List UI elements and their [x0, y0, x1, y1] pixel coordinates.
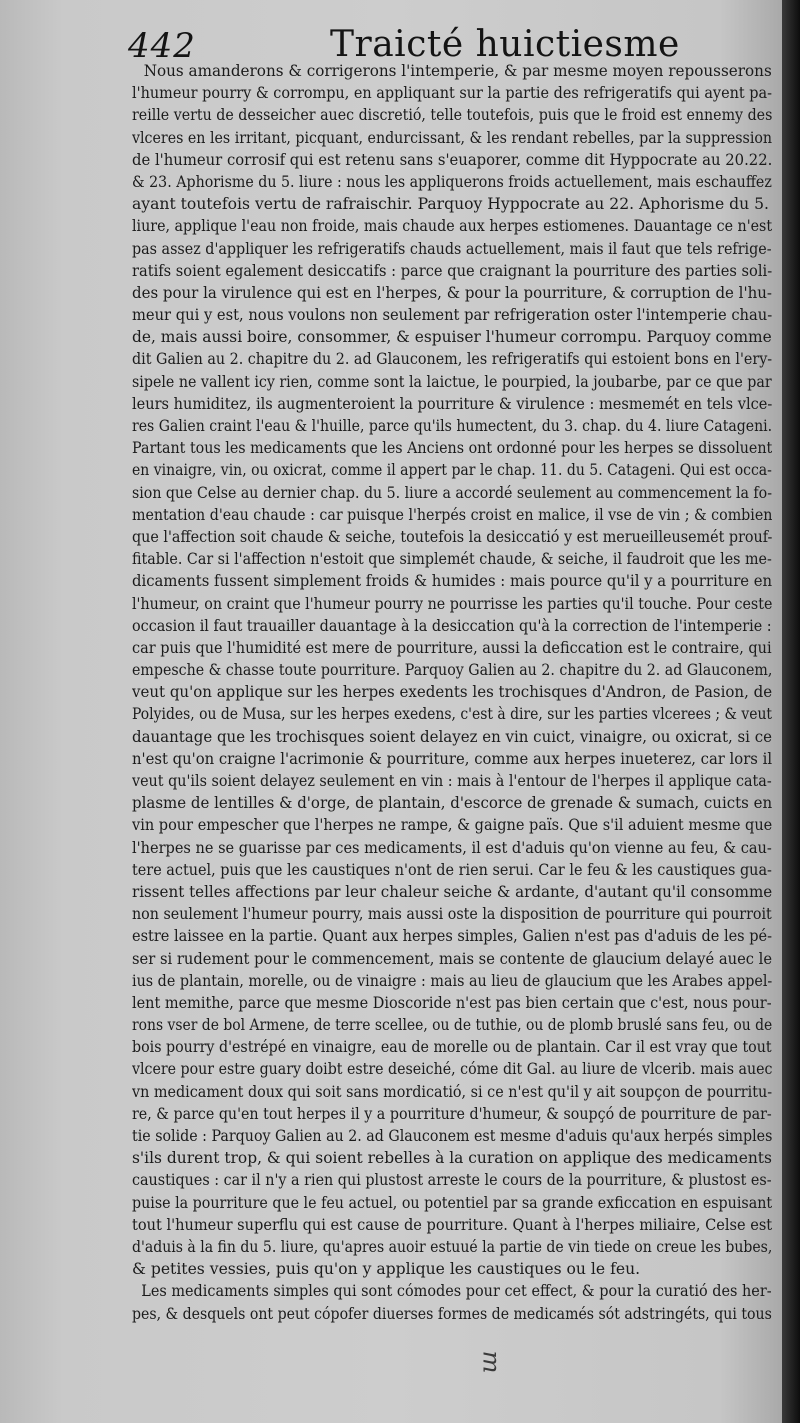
text-line: d'aduis à la fin du 5. liure, qu'apres auoir estuué la partie de vin tiede on creue les bubes, [132, 1237, 772, 1256]
text-line: vin pour empescher que l'herpes ne rampe, & gaigne païs. Que s'il aduient mesme que [132, 816, 772, 835]
text-line: leurs humiditez, ils augmenteroient la pourriture & virulence : mesmemét en tels vlce- [132, 394, 773, 413]
text-line: estre laissee en la partie. Quant aux herpes simples, Galien n'est pas d'aduis de les pé- [132, 927, 772, 946]
text-line: veut qu'ils soient delayez seulement en vin : mais à l'entour de l'herpes il applique cata- [132, 772, 772, 790]
text-line: des pour la virulence qui est en l'herpes, & pour la pourriture, & corruption de l'hu- [132, 283, 772, 302]
text-line: caustiques : car il n'y a rien qui plustost arreste le cours de la pourriture, & plustost es- [132, 1171, 772, 1190]
text-line: pes, & desquels ont peut cópofer diuerses formes de medicamés sót adstringéts, qui tous [132, 1304, 772, 1323]
text-line: Nous amanderons & corrigerons l'intemperie, & par mesme moyen repousserons [143, 62, 772, 80]
text-line: re, & parce qu'en tout herpes il y a pourriture d'humeur, & soupçó de pourriture de par- [132, 1104, 772, 1123]
text-line: & 23. Aphorisme du 5. liure : nous les appliquerons froids actuellement, mais eschauffez [132, 172, 772, 191]
text-line: tie solide : Parquoy Galien au 2. ad Glauconem est mesme d'aduis qu'aux herpés simples [132, 1127, 773, 1145]
text-line: ratifs soient egalement desiccatifs : parce que craignant la pourriture des parties soli- [132, 261, 772, 280]
text-line: vn medicament doux qui soit sans mordicatió, si ce n'est qu'il y ait soupçon de pourritu- [132, 1082, 772, 1101]
text-line: bois pourry d'estrépé en vinaigre, eau de morelle ou de plantain. Car il est vray que tout [132, 1038, 772, 1057]
text-line: ser si rudement pour le commencement, mais se contente de glaucium delayé auec le [132, 949, 773, 968]
text-line: tere actuel, puis que les caustiques n'ont de rien serui. Car le feu & les caustiques gua- [132, 860, 772, 879]
text-line: vlceres en les irritant, picquant, endurcissant, & les rendant rebelles, par la suppression [132, 128, 773, 147]
text-line: & petites vessies, puis qu'on y applique les caustiques ou le feu. [132, 1260, 641, 1279]
text-line: l'humeur, on craint que l'humeur pourry ne pourrisse les parties qu'il touche. Pour ceste [132, 594, 773, 613]
text-line: dauantage que les trochisques soient delayez en vin cuict, vinaigre, ou oxicrat, si ce [132, 727, 773, 746]
text-line: n'est qu'on craigne l'acrimonie & pourriture, comme aux herpes inueterez, car lors il [132, 749, 773, 768]
text-line: meur qui y est, nous voulons non seulement par refrigeration oster l'intemperie chau- [132, 306, 773, 325]
text-line: fitable. Car si l'affection n'estoit que simplemét chaude, & seiche, il faudroit que les me- [132, 550, 772, 569]
text-line: non seulement l'humeur pourry, mais aussi oste la disposition de pourriture qui pourroit [132, 905, 772, 924]
text-line: rissent telles affections par leur chaleur seiche & ardante, d'autant qu'il consomme [132, 882, 772, 901]
page-gutter-edge [782, 0, 800, 1423]
text-line: sipele ne vallent icy rien, comme sont la laictue, le pourpied, la joubarbe, par ce que par [132, 372, 772, 391]
text-line: de, mais aussi boire, consommer, & espuiser l'humeur corrompu. Parquoy comme [132, 328, 772, 347]
text-line: occasion il faut trauailler dauantage à la desiccation qu'à la correction de l'intemperie : [132, 616, 772, 635]
text-line: Partant tous les medicaments que les Anciens ont ordonné pour les herpes se dissoluent [132, 439, 773, 458]
text-line: Les medicaments simples qui sont cómodes pour cet effect, & pour la curatió des her- [141, 1282, 772, 1301]
folio-number: 442 [128, 26, 196, 66]
signature-mark: m [477, 1350, 506, 1374]
body-text [132, 60, 772, 1325]
text-line: tout l'humeur superflu qui est cause de pourriture. Quant à l'herpes miliaire, Celse est [132, 1215, 772, 1234]
text-line: sion que Celse au dernier chap. du 5. liure a accordé seulement au commencement la fo- [132, 483, 772, 502]
text-line: liure, applique l'eau non froide, mais chaude aux herpes estiomenes. Dauantage ce n'est [132, 217, 773, 236]
text-line: lent memithe, parce que mesme Dioscoride n'est pas bien certain que c'est, nous pour- [132, 993, 772, 1012]
text-line: veut qu'on applique sur les herpes exedents les trochisques d'Andron, de Pasion, de [132, 683, 772, 702]
text-line: ayant toutefois vertu de rafraischir. Parquoy Hyppocrate au 22. Aphorisme du 5. [132, 195, 769, 214]
running-title: Traicté huictiesme [330, 24, 680, 65]
text-line: en vinaigre, vin, ou oxicrat, comme il appert par le chap. 11. du 5. Catageni. Qui est occa- [132, 461, 772, 480]
text-line: mentation d'eau chaude : car puisque l'herpés croist en malice, il vse de vin ; & combien [132, 505, 773, 524]
text-line: dit Galien au 2. chapitre du 2. ad Glauconem, les refrigeratifs qui estoient bons en l'ery- [132, 350, 772, 369]
text-line: l'herpes ne se guarisse par ces medicaments, il est d'aduis qu'on vienne au feu, & cau- [132, 838, 772, 857]
text-line: ius de plantain, morelle, ou de vinaigre : mais au lieu de glaucium que les Arabes appel- [132, 971, 772, 990]
text-line: plasme de lentilles & d'orge, de plantain, d'escorce de grenade & sumach, cuicts en [132, 794, 773, 813]
text-line: s'ils durent trop, & qui soient rebelles à la curation on applique des medicaments [132, 1149, 772, 1168]
text-line: empesche & chasse toute pourriture. Parquoy Galien au 2. chapitre du 2. ad Glauconem, [132, 661, 773, 680]
text-line: car puis que l'humidité est mere de pourriture, aussi la deficcation est le contraire, qui [132, 638, 772, 657]
text-line: reille vertu de desseicher auec discretió, telle toutefois, puis que le froid est ennemy des [132, 106, 773, 125]
text-line: pas assez d'appliquer les refrigeratifs chauds actuellement, mais il faut que tels refrige- [132, 239, 772, 258]
text-line: vlcere pour estre guary doibt estre deseiché, cóme dit Gal. au liure de vlcerib. mais auec [132, 1060, 773, 1079]
text-line: rons vser de bol Armene, de terre scellee, ou de tuthie, ou de plomb bruslé sans feu, ou de [132, 1016, 773, 1035]
text-line: que l'affection soit chaude & seiche, toutefois la desiccatió y est merueilleusemét prouf- [132, 527, 772, 546]
text-line: Polyides, ou de Musa, sur les herpes exedens, c'est à dire, sur les parties vlcerees ; & veut [132, 705, 772, 724]
text-line: res Galien craint l'eau & l'huille, parce qu'ils humectent, du 3. chap. du 4. liure Catageni. [132, 417, 773, 435]
text-line: dicaments fussent simplement froids & humides : mais pource qu'il y a pourriture en [132, 572, 773, 591]
text-line: de l'humeur corrosif qui est retenu sans s'euaporer, comme dit Hyppocrate au 20.22. [132, 150, 773, 169]
text-line: l'humeur pourry & corrompu, en appliquant sur la partie des refrigeratifs qui ayent pa- [132, 84, 772, 103]
text-line: puise la pourriture que le feu actuel, ou potentiel par sa grande exficcation en espuisant [132, 1193, 773, 1212]
